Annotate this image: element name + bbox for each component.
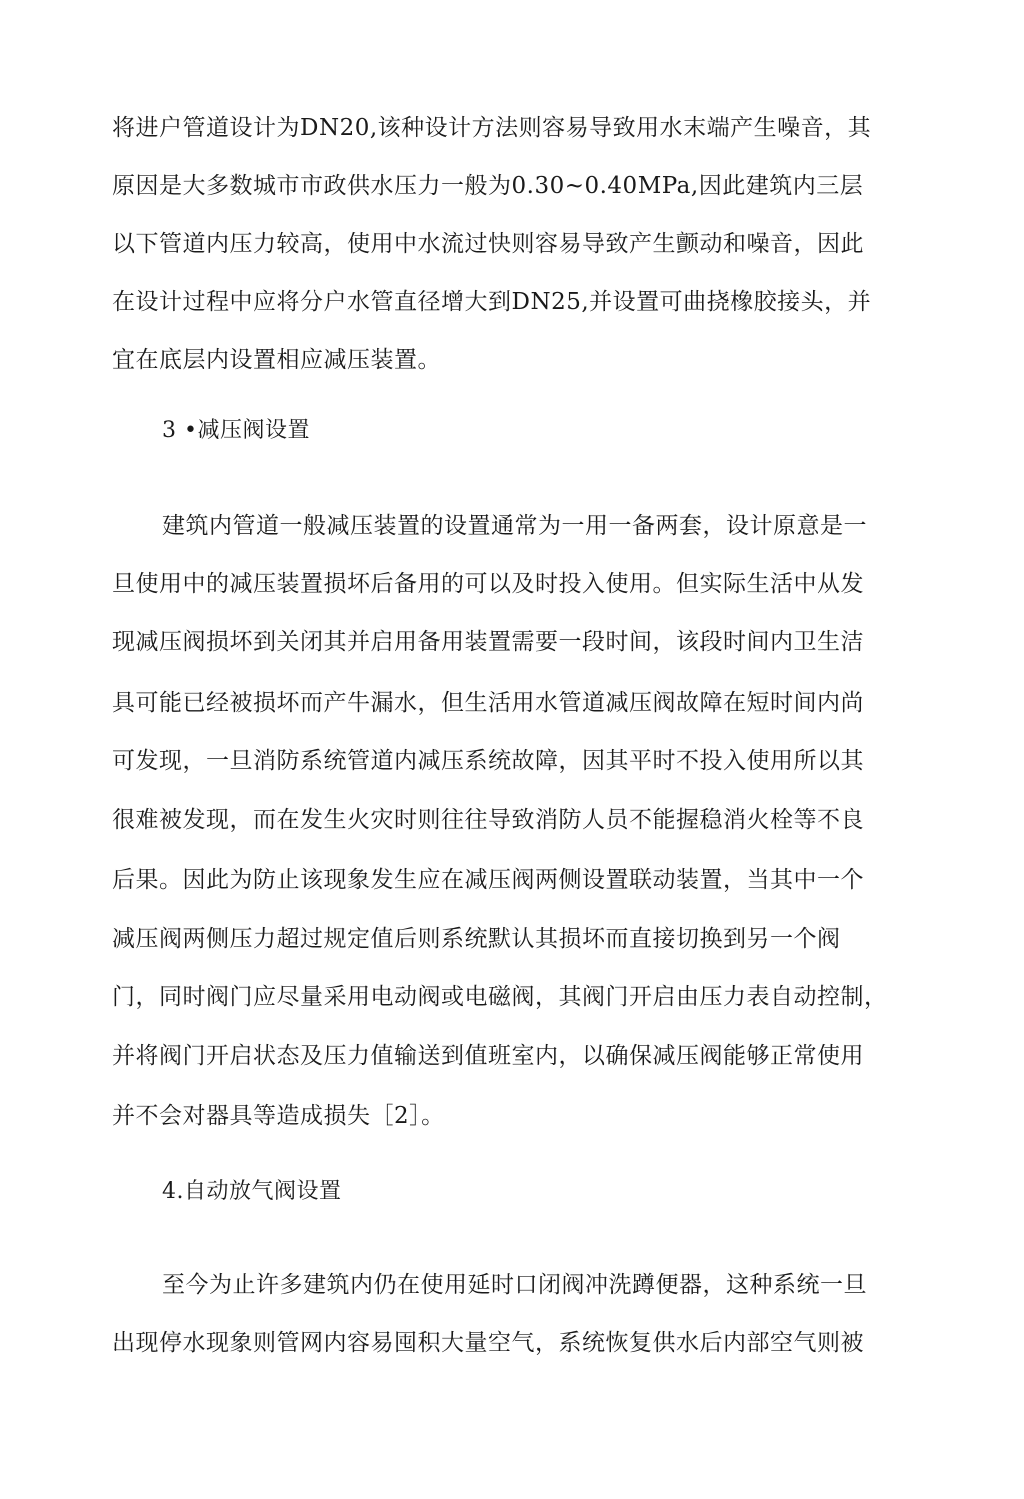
text-line: 至今为止许多建筑内仍在使用延时口闭阀冲洗蹲便器，这种系统一旦 [162,1272,867,1298]
text-line: 在设计过程中应将分户水管直径增大到DN25,并设置可曲挠橡胶接头，并 [112,289,872,315]
text-line: 出现停水现象则管网内容易囤积大量空气，系统恢复供水后内部空气则被 [112,1330,864,1356]
text-line: 宜在底层内设置相应减压装置。 [112,347,441,373]
text-line: 原因是大多数城市市政供水压力一般为0.30~0.40MPa,因此建筑内三层 [112,173,864,199]
text-line: 旦使用中的减压装置损坏后备用的可以及时投入使用。但实际生活中从发 [112,571,864,597]
text-line: 建筑内管道一般减压装置的设置通常为一用一备两套，设计原意是一 [162,513,867,539]
section-heading: 4.自动放气阀设置 [162,1179,342,1204]
text-line: 门，同时阀门应尽量采用电动阀或电磁阀，其阀门开启由压力表自动控制， [112,984,888,1010]
section-heading: 3 •减压阀设置 [162,418,310,443]
text-line: 以下管道内压力较高，使用中水流过快则容易导致产生颤动和噪音，因此 [112,231,864,257]
text-line: 现减压阀损坏到关闭其并启用备用装置需要一段时间，该段时间内卫生洁 [112,629,864,655]
text-line: 具可能已经被损坏而产牛漏水，但生活用水管道减压阀故障在短时间内尚 [112,690,864,716]
text-line: 后果。因此为防止该现象发生应在减压阀两侧设置联动装置，当其中一个 [112,867,864,893]
text-line: 将进户管道设计为DN20,该种设计方法则容易导致用水末端产生噪音，其 [112,115,872,141]
text-line: 并将阀门开启状态及压力值输送到值班室内，以确保减压阀能够正常使用 [112,1043,864,1069]
text-line: 很难被发现，而在发生火灾时则往往导致消防人员不能握稳消火栓等不良 [112,807,864,833]
text-line: 并不会对器具等造成损失［2］。 [112,1103,445,1129]
text-line: 可发现，一旦消防系统管道内减压系统故障，因其平时不投入使用所以其 [112,748,864,774]
text-line: 减压阀两侧压力超过规定值后则系统默认其损坏而直接切换到另一个阀 [112,926,841,952]
